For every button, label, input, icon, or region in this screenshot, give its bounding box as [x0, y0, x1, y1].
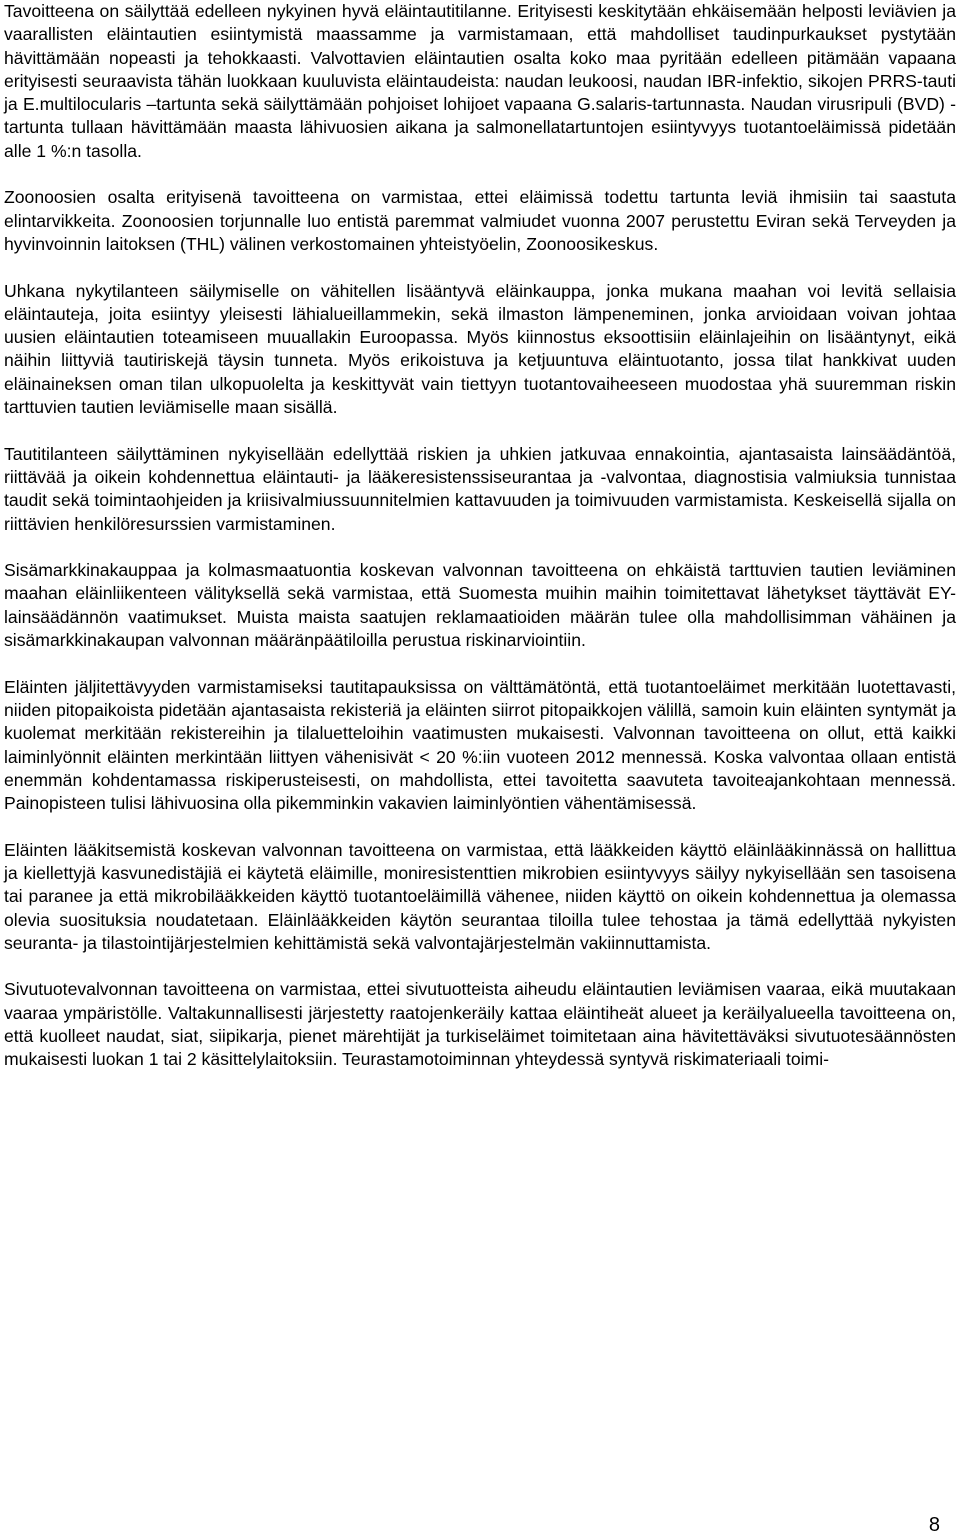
paragraph-text: Tautitilanteen säilyttäminen nykyisellään edellyttää riskien ja uhkien jatkuvaa ennakointia, ajantasaista lainsäädäntöä, riittävää ja oikein kohdennettua eläintauti- ja lääkeresistenssiseurantaa ja -valvontaa, diagnostisia valmiuksia tunnistaa taudit sekä toimintaohjeiden ja kriisivalmiussuunnitelmien kattavuuden ja toimivuuden varmistamista. Keskeisellä sijalla on riittävien henkilöresurssien varmistaminen. [4, 443, 956, 534]
paragraph-internal-market [4, 559, 956, 652]
page-number: 8 [928, 1514, 940, 1536]
paragraph-medication [4, 839, 956, 955]
paragraph-zoonoses [4, 186, 956, 256]
paragraph-animal-disease-goals [4, 0, 956, 163]
paragraph-text: Uhkana nykytilanteen säilymiselle on vähitellen lisääntyvä eläinkauppa, jonka mukana maahan voi levitä sellaisia eläintauteja, joita esiintyy yleisesti lähialueillammekin, sekä ilmaston lämpeneminen, jonka arvioidaan voivan johtaa uusien eläintautien toteamiseen muuallakin Euroopassa. Myös kiinnostus eksoottisiin eläinlajeihin on lisääntynyt, eikä näihin liittyviä tautiriskejä täysin tunneta. Myös erikoistuva ja ketjuuntuva eläintuotanto, jossa tilat hankkivat uuden eläinaineksen oman tilan ulkopuolelta ja keskittyvät vain tiettyyn tuotantovaiheeseen muodostaa yhä suuremman riskin tarttuvien tautien leviämiselle maan sisällä. [4, 280, 956, 418]
paragraph-text: Zoonoosien osalta erityisenä tavoitteena on varmistaa, ettei eläimissä todettu tartunta leviä ihmisiin tai saastuta elintarvikkeita. Zoonoosien torjunnalle luo entistä paremmat valmiudet vuonna 2007 perustettu Eviran sekä Terveyden ja hyvinvoinnin laitoksen (THL) välinen verkostomainen yhteistyöelin, Zoonoosikeskus. [4, 187, 956, 254]
paragraph-text: Eläinten jäljitettävyyden varmistamiseksi tautitapauksissa on välttämätöntä, että tuotantoeläimet merkitään luotettavasti, niiden pitopaikoista pidetään ajantasaista rekisteriä ja eläinten siirrot pitopaikkojen välillä, samoin kuin eläinten syntymät ja kuolemat merkitään rekistereihin ja tilaluetteloihin vaatimusten mukaisesti. Valvonnan tavoitteena on ollut, että kaikki laiminlyönnit eläinten merkintään liittyen vähenisivät < 20 %:iin vuoteen 2012 mennessä. Koska valvontaa ollaan entistä enemmän kohdentamassa riskiperusteisesti, on mahdollista, ettei tavoitetta saavuteta tavoiteajankohtaan mennessä. Painopisteen tulisi lähivuosina olla pikemminkin vakavien laiminlyöntien vähentämisessä. [4, 676, 956, 814]
paragraph-traceability [4, 676, 956, 816]
paragraph-text: Sisämarkkinakauppaa ja kolmasmaatuontia koskevan valvonnan tavoitteena on ehkäistä tarttuvien tautien leviäminen maahan eläinliikenteen välityksellä sekä varmistaa, että Suomesta muihin maihin toimitettavat lähetykset täyttävät EY-lainsäädännön vaatimukset. Muista maista saatujen reklamaatioiden määrän tulee olla mahdollisimman vähäinen ja sisämarkkinakaupan valvonnan määränpäätiloilla perustua riskinarviointiin. [4, 560, 956, 651]
paragraph-threats [4, 280, 956, 420]
paragraph-text: Eläinten lääkitsemistä koskevan valvonnan tavoitteena on varmistaa, että lääkkeiden käyttö eläinlääkinnässä on hallittua ja kiellettyjä kasvunedistäjiä ei käytetä eläimille, moniresistenttien mikrobien esiintyvyys säilyy nykyisellään sen tasoisena tai paranee ja että mikrobilääkkeiden käyttö tuotantoeläimillä vähenee, niiden käyttö on oikein kohdennettua ja olemassa olevia suosituksia noudatetaan. Eläinlääkkeiden käytön seurantaa tiloilla tulee tehostaa ja tämä edellyttää nykyisten seuranta- ja tilastointijärjestelmien kehittämistä sekä valvontajärjestelmän vakiinnuttamista. [4, 839, 956, 953]
paragraph-text: Sivutuotevalvonnan tavoitteena on varmistaa, ettei sivutuotteista aiheudu eläintautien leviämisen vaaraa, eikä muutakaan vaaraa ympäristölle. Valtakunnallisesti järjestetty raatojenkeräily kattaa eläintiheät alueet ja keräilyalueella tavoitteena on, että kuolleet naudat, siat, siipikarja, pienet märehtijät ja turkiseläimet toimitetaan aina hävitettäväksi sivutuotesäännösten mukaisesti luokan 1 tai 2 käsittelylaitoksiin. Teurastamotoiminnan yhteydessä syntyvä riskimateriaali toimi- [4, 979, 956, 1070]
paragraph-text: Tavoitteena on säilyttää edelleen nykyinen hyvä eläintautitilanne. Erityisesti keskitytään ehkäisemään helposti leviävien ja vaarallisten eläintautien esiintymistä maassamme ja varmistamaan, että mahdolliset taudinpurkaukset pystytään hävittämään nopeasti ja tehokkaasti. Valvottavien eläintautien osalta koko maa pyritään edelleen pitämään vapaana erityisesti seuraavista tähän luokkaan kuuluvista eläintaudeista: naudan leukoosi, naudan IBR-infektio, sikojen PRRS-tauti ja E.multilocularis –tartunta sekä säilyttämään pohjoiset lohijoet vapaana G.salaris-tartunnasta. Naudan virusripuli (BVD) -tartunta tullaan hävittämään maasta lähivuosien aikana ja salmonellatartuntojen esiintyvyys tuotantoeläimissä pidetään alle 1 %:n tasolla. [4, 1, 956, 161]
paragraph-disease-situation [4, 443, 956, 536]
paragraph-by-products [4, 978, 956, 1071]
